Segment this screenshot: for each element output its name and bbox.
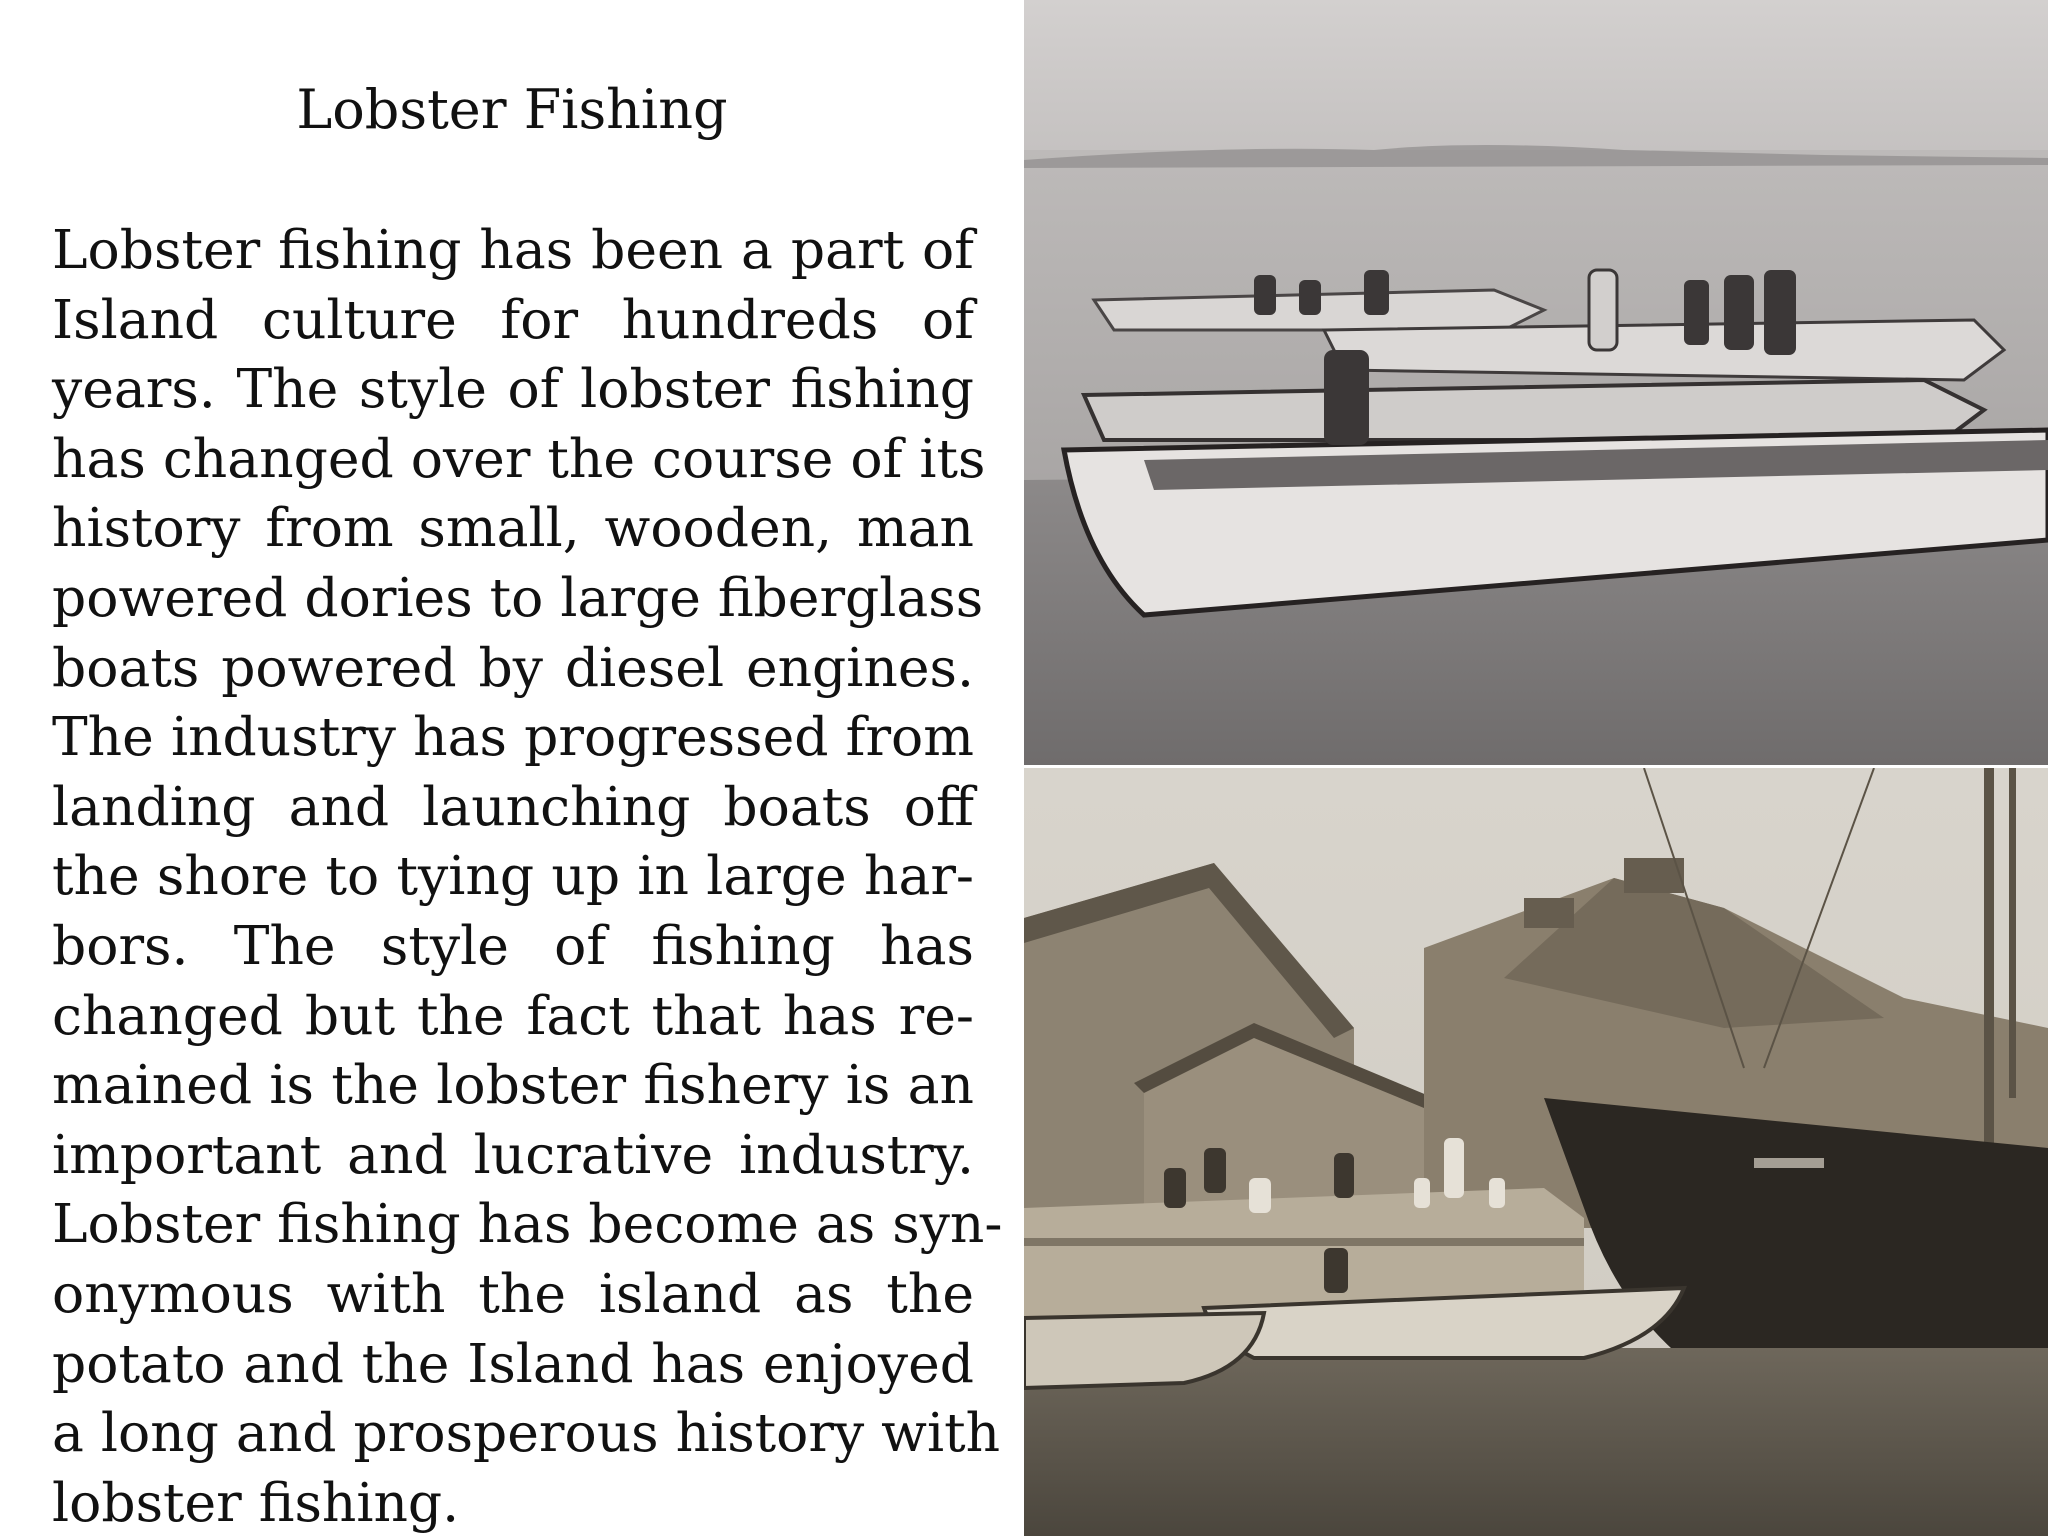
body-line: potato and the Island has enjoyed: [52, 1331, 974, 1395]
body-line: important and lucrative industry.: [52, 1122, 974, 1186]
body-line: The industry has progressed from: [52, 705, 974, 769]
body-line: bors. The style of fishing has: [52, 913, 974, 977]
body-line: the shore to tying up in large har-: [52, 844, 974, 908]
dories-photo: [1024, 0, 2048, 765]
body-line: mained is the lobster fishery is an: [52, 1053, 974, 1117]
text-column: [0, 0, 1024, 1536]
body-line: landing and launching boats off: [52, 774, 974, 838]
body-line: Lobster fishing has become as syn-: [52, 1192, 1003, 1256]
article-body: [52, 215, 1003, 1537]
body-line: Island culture for hundreds of: [52, 287, 974, 351]
page-title: Lobster Fishing: [296, 78, 728, 141]
body-line: onymous with the island as the: [52, 1261, 974, 1325]
body-line: history from small, wooden, man: [52, 496, 974, 560]
body-line: changed but the fact that has re-: [52, 983, 974, 1047]
body-line: powered dories to large fiberglass: [52, 565, 984, 629]
body-line: Lobster fishing has been a part of: [52, 218, 974, 281]
body-line: a long and prosperous history with: [52, 1401, 1001, 1465]
body-line: has changed over the course of its: [52, 426, 986, 490]
body-line: boats powered by diesel engines.: [52, 635, 974, 699]
body-line: years. The style of lobster fishing: [52, 357, 974, 421]
harbor-photo: [1024, 768, 2048, 1536]
dories-photo-image: [1024, 0, 2048, 765]
body-line: lobster fishing.: [52, 1470, 460, 1534]
harbor-photo-image: [1024, 768, 2048, 1536]
